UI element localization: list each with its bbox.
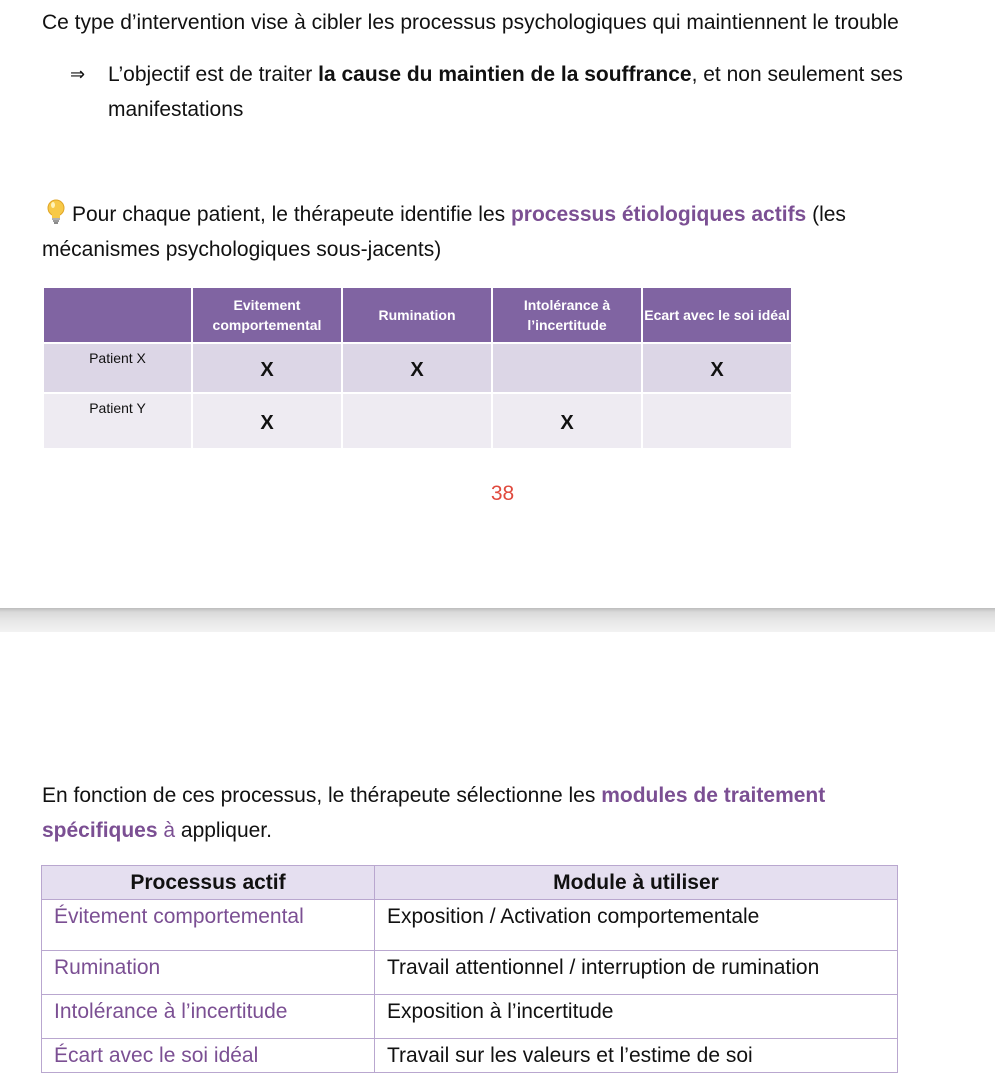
patient-process-table [42,286,793,450]
table-header-process: Processus actif [42,866,375,900]
intro-paragraph: Ce type d’intervention vise à cibler les processus psychologiques qui maintiennent le trouble [42,11,899,34]
table-header-intolerance: Intolérance à l’incertitude [493,288,641,342]
process-cell: Écart avec le soi idéal [42,1039,375,1073]
table-cell [343,394,491,448]
table-header-rumination: Rumination [343,288,491,342]
table-cell: X [493,394,641,448]
objective-bold: la cause du maintien de la souffrance [318,63,692,86]
process-cell: Intolérance à l’incertitude [42,995,375,1039]
module-cell: Travail sur les valeurs et l’estime de soi [375,1039,898,1073]
table-row [44,394,791,448]
lightbulb-icon [46,199,66,225]
process-highlight: processus étiologiques actifs [510,203,807,226]
objective-text: L’objectif est de traiter la cause du maintien de la souffrance, et non seulement ses manifestations [108,63,903,121]
table-header-row [42,866,898,900]
row-label: Patient Y [44,394,191,448]
page-39 [0,632,995,1088]
table-row [42,951,898,995]
process-module-table [41,865,898,1073]
table-cell: X [343,344,491,392]
table-cell: X [193,344,341,392]
table-header-empty [44,288,191,342]
module-cell: Exposition à l’incertitude [375,995,898,1039]
table-cell: X [193,394,341,448]
module-cell: Exposition / Activation comportementale [375,900,898,951]
process-paragraph: Pour chaque patient, le thérapeute identifie les processus étiologiques actifs (les mécanismes psychologiques sous-jacents) [42,197,922,267]
row-label: Patient X [44,344,191,392]
arrow-icon: ⇒ [70,64,86,84]
modules-paragraph: En fonction de ces processus, le thérapeute sélectionne les modules de traitement spécifiques à appliquer. [42,784,826,842]
table-header-module: Module à utiliser [375,866,898,900]
table-row [42,900,898,951]
module-cell: Travail attentionnel / interruption de rumination [375,951,898,995]
table-cell: X [643,344,791,392]
table-row [44,344,791,392]
table-row [42,995,898,1039]
process-cell: Évitement comportemental [42,900,375,951]
table-header-ecart: Ecart avec le soi idéal [643,288,791,342]
table-cell [643,394,791,448]
process-cell: Rumination [42,951,375,995]
table-cell [493,344,641,392]
table-header-row [44,288,791,342]
table-row [42,1039,898,1073]
page-number: 38 [490,482,515,505]
modules-highlight: modules de traitement spécifiques [42,784,826,842]
table-header-evitement: Evitement comportemental [193,288,341,342]
page-separator [0,608,995,632]
